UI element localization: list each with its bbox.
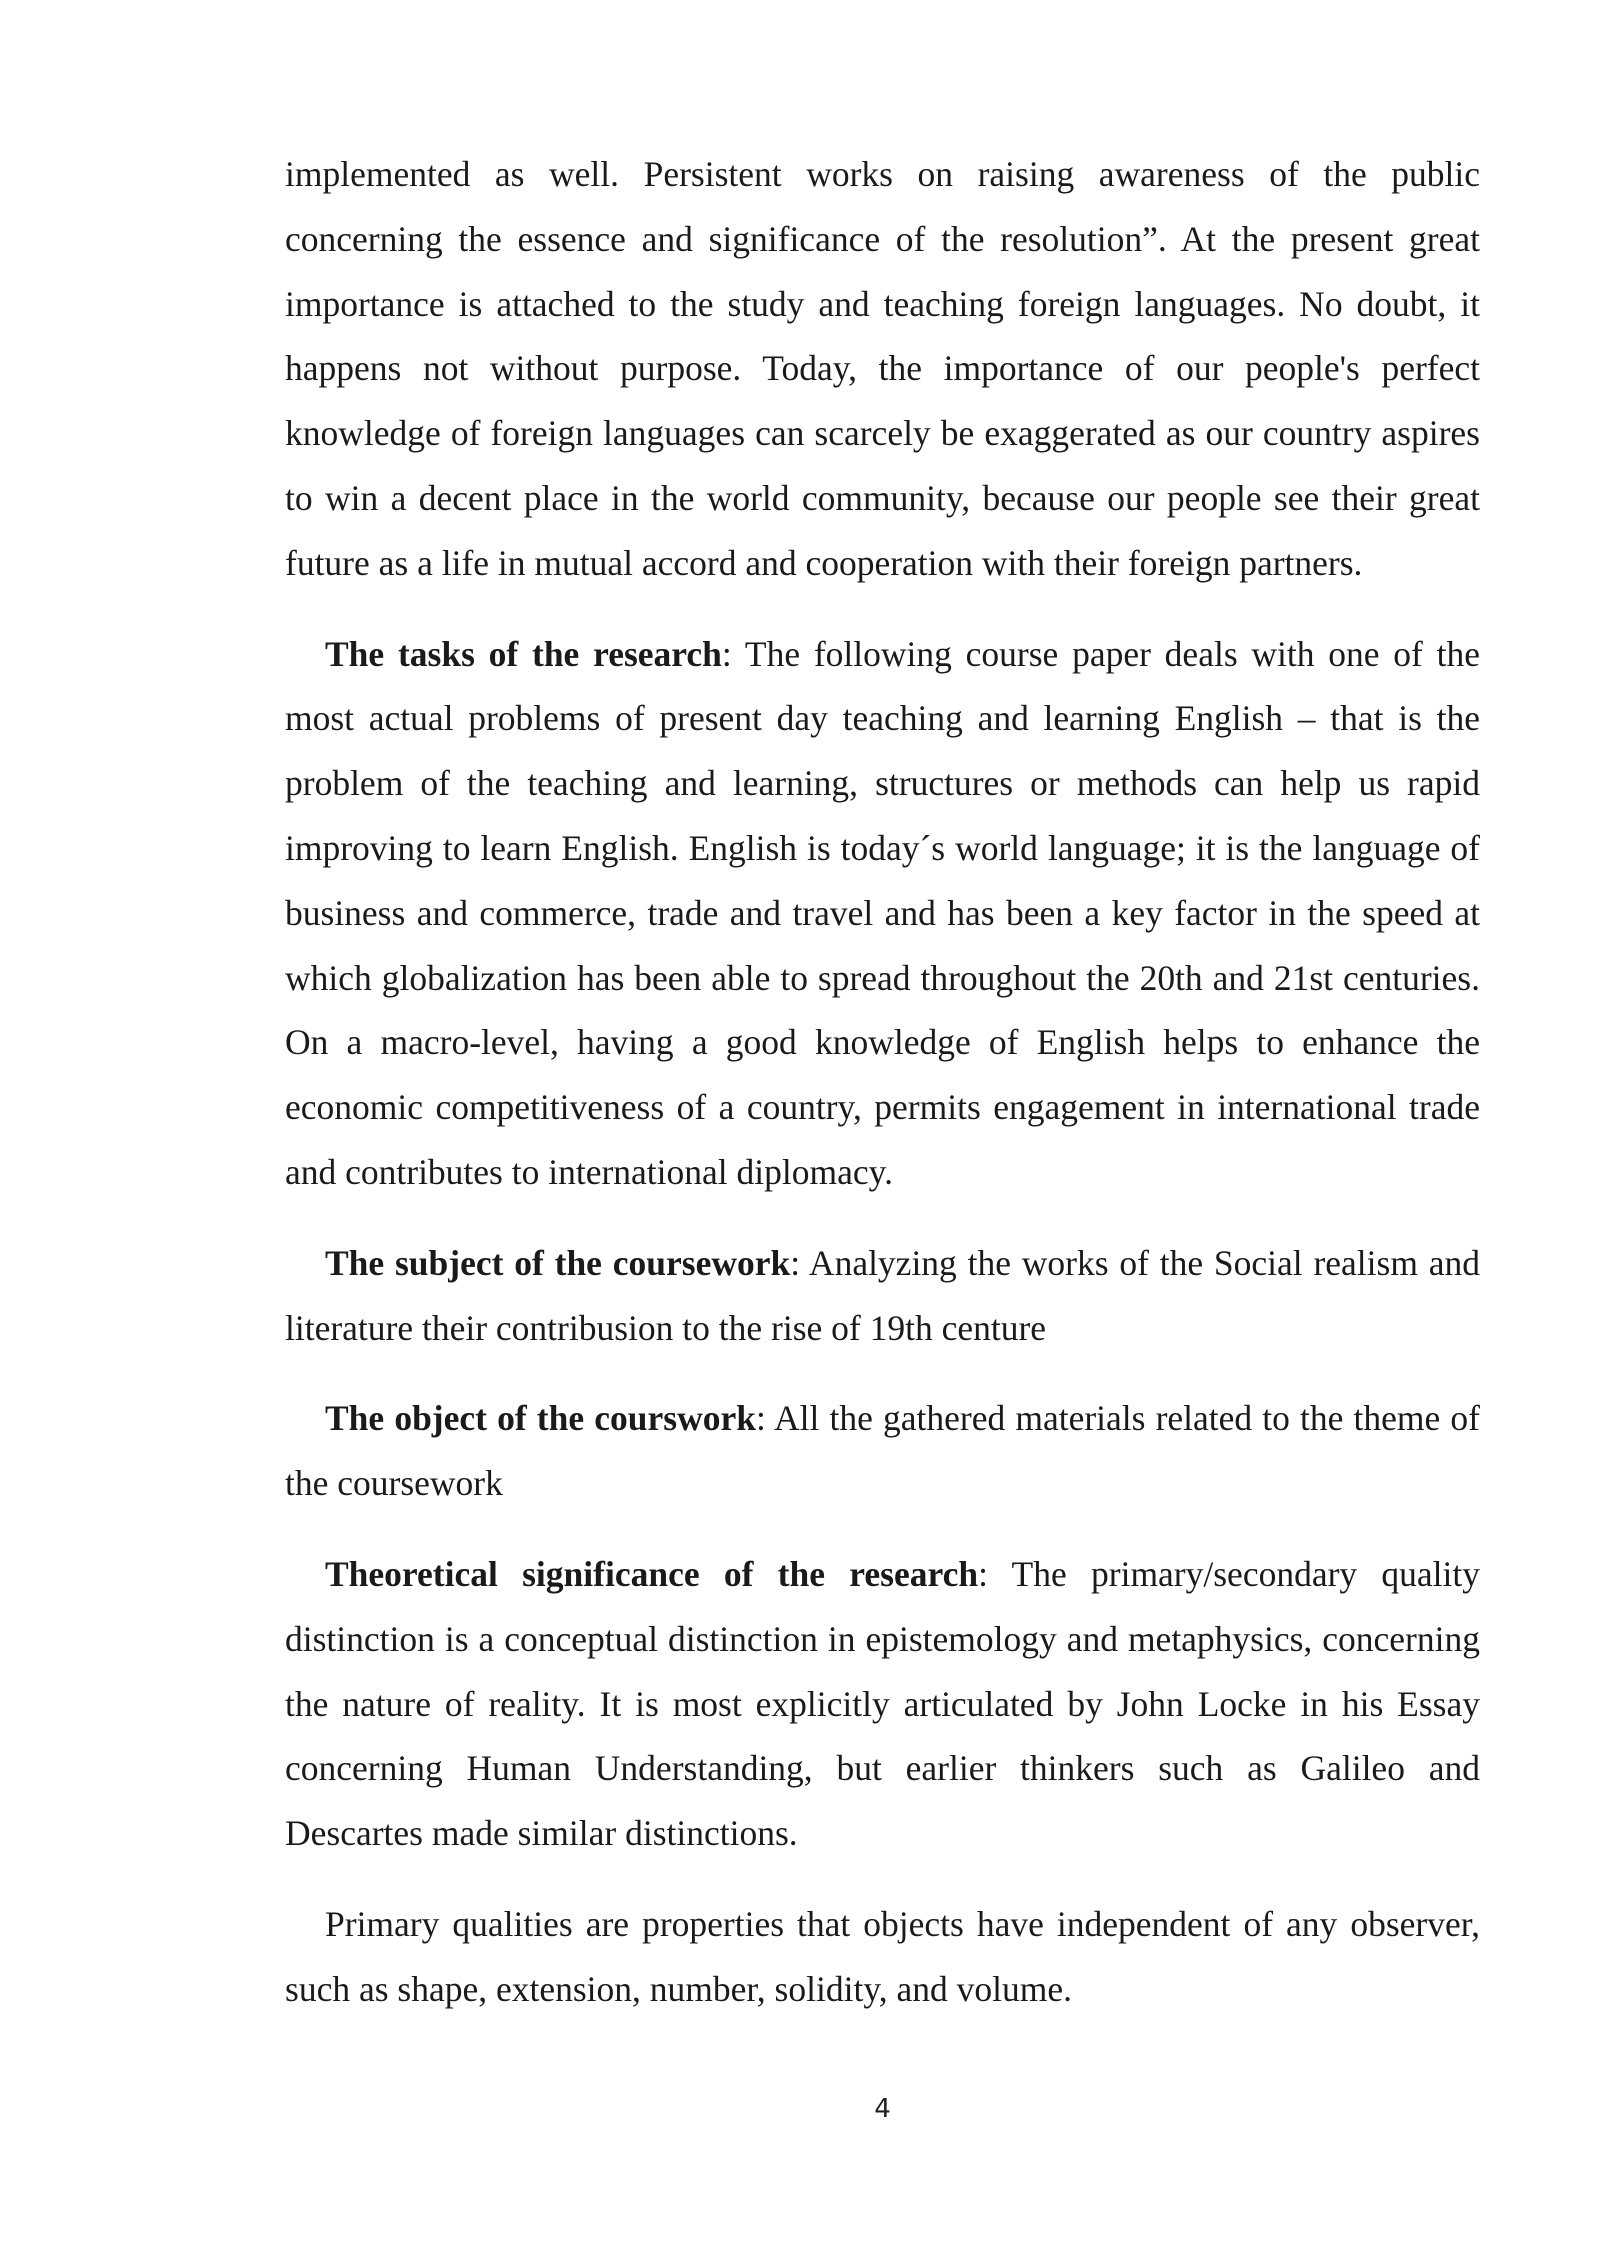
heading-tasks-of-research: The tasks of the research xyxy=(325,633,722,674)
paragraph-primary-qualities: Primary qualities are properties that objects have independent of any observer, such as shape, extension, number, solidity, and volume. xyxy=(285,1903,1480,2009)
text-subject-of-coursework: : Analyzing the works of the Social realism and literature their contribusion to the rise of 19th centure xyxy=(285,1242,1480,1348)
paragraph-subject-of-coursework xyxy=(285,1231,1480,1361)
page-number: 4 xyxy=(874,2094,891,2124)
document-body xyxy=(285,142,1480,2022)
paragraph-theoretical-significance xyxy=(285,1542,1480,1866)
text-object-of-coursework: : All the gathered materials related to the theme of the coursework xyxy=(285,1398,1481,1504)
heading-theoretical-significance: Theoretical significance of the research xyxy=(325,1553,979,1594)
paragraph-object-of-coursework xyxy=(285,1386,1480,1516)
heading-object-of-coursework: The object of the courswork xyxy=(325,1398,756,1439)
text-theoretical-significance: : The primary/secondary quality distinction is a conceptual distinction in epistemology and metaphysics, concerning the nature of reality. It is most explicitly articulated by John Locke in his Essay concerning Human Understanding, but earlier thinkers such as Galileo and Descartes made similar distinctions. xyxy=(285,1553,1481,1854)
text-tasks-of-research: : The following course paper deals with one of the most actual problems of present day teaching and learning English – that is the problem of the teaching and learning, structures or methods can help us rapid improving to learn English. English is today´s world language; it is the language of business and commerce, trade and travel and has been a key factor in the speed at which globalization has been able to spread throughout the 20th and 21st centuries. On a macro-level, having a good knowledge of English helps to enhance the economic competitiveness of a country, permits engagement in international trade and contributes to international diplomacy. xyxy=(285,633,1481,1192)
paragraph-intro-continuation: implemented as well. Persistent works on raising awareness of the public concerning the essence and significance of the resolution”. At the present great importance is attached to the study and teaching foreign languages. No doubt, it happens not without purpose. Today, the importance of our people's perfect knowledge of foreign languages can scarcely be exaggerated as our country aspires to win a decent place in the world community, because our people see their great future as a life in mutual accord and cooperation with their foreign partners. xyxy=(285,154,1480,583)
paragraph-tasks-of-research xyxy=(285,622,1480,1205)
heading-subject-of-coursework: The subject of the coursework xyxy=(325,1242,791,1283)
